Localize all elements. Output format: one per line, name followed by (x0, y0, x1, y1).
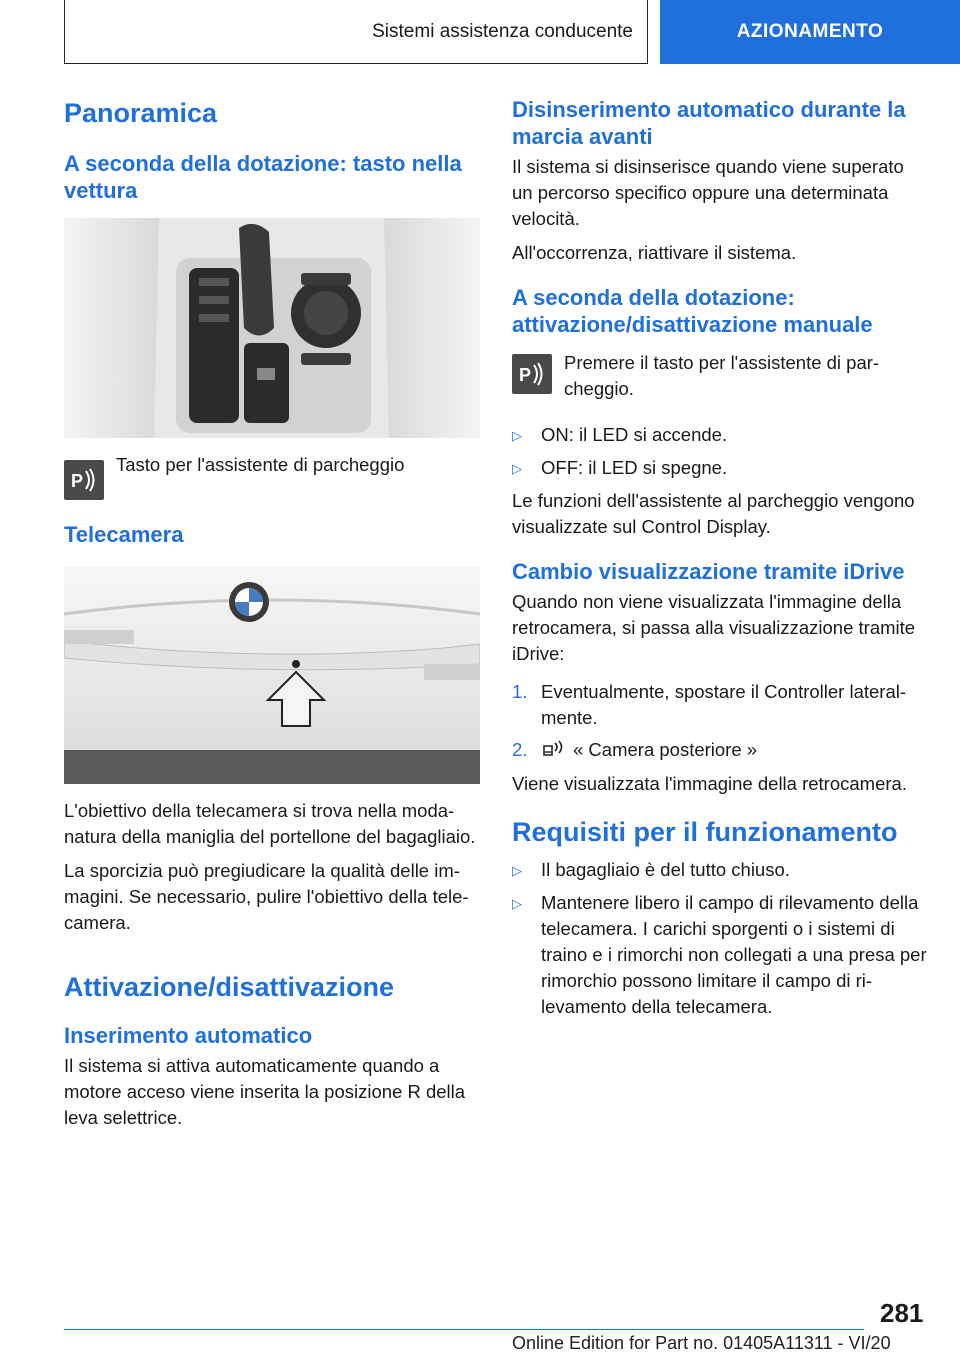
list-item: ▷ Il bagagliaio è del tutto chiuso. (512, 857, 928, 884)
park-assist-button-icon (64, 460, 104, 500)
center-console-illustration (64, 218, 480, 438)
paragraph-premere: Premere il tasto per l'assistente di parcheggio. (564, 352, 880, 399)
requirements-list (512, 857, 928, 1020)
center-console-image (64, 218, 480, 438)
footer-divider (64, 1329, 864, 1330)
heading-inserimento: Inserimento automatico (64, 1023, 313, 1048)
paragraph-viene: Viene visualizzata l'immagine della retrocamera. (512, 772, 907, 794)
caption-park-assist (64, 456, 480, 500)
paragraph-obiettivo: L'obiettivo della telecamera si trova nella modanatura della maniglia del portellone del bagagliaio. (64, 800, 476, 847)
heading-telecamera: Telecamera (64, 522, 184, 547)
paragraph-funzioni: Le funzioni dell'assistente al parcheggio vengono visualizzate sul Control Display. (512, 490, 915, 537)
chapter-title-text: AZIONAMENTO (736, 21, 884, 42)
left-column (64, 96, 480, 1139)
rear-camera-image (64, 566, 480, 784)
instruction-premere (512, 350, 928, 410)
triangle-bullet-icon: ▷ (512, 895, 522, 911)
heading-disinserimento: Disinserimento automatico durante la marcia avanti (512, 97, 906, 149)
heading-manuale: A seconda della dotazione: attivazione/disattivazione manuale (512, 285, 873, 337)
footer-edition: Online Edition for Part no. 01405A11311 - VI/20 (512, 1333, 891, 1353)
heading-panoramica: Panoramica (64, 98, 218, 128)
triangle-bullet-icon: ▷ (512, 428, 522, 443)
right-column (512, 96, 928, 1026)
paragraph-disinserisce: Il sistema si disinserisce quando viene superato un percorso specifico oppure una determinata velocità. (512, 156, 904, 229)
heading-requisiti: Requisiti per il funzionamento (512, 816, 898, 847)
svg-text:P: P (71, 471, 84, 491)
svg-text:P: P (519, 365, 532, 385)
triangle-bullet-icon: ▷ (512, 461, 522, 476)
triangle-bullet-icon: ▷ (512, 862, 522, 878)
caption-tasto-text: Tasto per l'assistente di parcheggio (116, 454, 405, 475)
list-item: ▷ OFF: il LED si spegne. (512, 455, 928, 482)
steps-list (512, 679, 928, 765)
paragraph-sporcizia: La sporcizia può pregiudicare la qualità delle immagini. Se necessario, pulire l'obiettivo della telecamera. (64, 860, 469, 933)
section-title-text: Sistemi assistenza conducente (372, 20, 633, 42)
park-assist-button-icon (512, 354, 552, 394)
heading-cambio: Cambio visualizzazione tramite iDrive (512, 559, 905, 584)
list-item: ▷ ON: il LED si accende. (512, 422, 928, 449)
heading-tasto-vettura: A seconda della dotazione: tasto nella vettura (64, 151, 462, 203)
paragraph-occorrenza: All'occorrenza, riattivare il sistema. (512, 242, 797, 263)
heading-attivazione: Attivazione/disattivazione (64, 972, 395, 1002)
camera-sensor-icon (541, 738, 567, 765)
rear-camera-illustration (64, 566, 480, 784)
header-chapter-tab[interactable] (660, 0, 960, 64)
page-number: 281 (880, 1298, 924, 1328)
led-status-list (512, 422, 928, 482)
step-item: 2. « Camera posteriore » (512, 737, 928, 765)
paragraph-inserimento: Il sistema si attiva automaticamente quando a motore acceso viene inserita la posizione R della leva selettrice. (64, 1055, 466, 1128)
step-item: 1. Eventualmente, spostare il Controller lateralmente. (512, 681, 907, 728)
paragraph-quando: Quando non viene visualizzata l'immagine della retrocamera, si passa alla visualizzazione tramite iDrive: (512, 591, 916, 664)
header-section-title (64, 0, 648, 64)
list-item: ▷ Mantenere libero il campo di rilevamento della telecamera. I carichi sporgenti o i sistemi di traino e i rimorchi non collegati a una presa per rimorchio possono limitare il campo di rilevamento della telecamera. (512, 890, 928, 1020)
